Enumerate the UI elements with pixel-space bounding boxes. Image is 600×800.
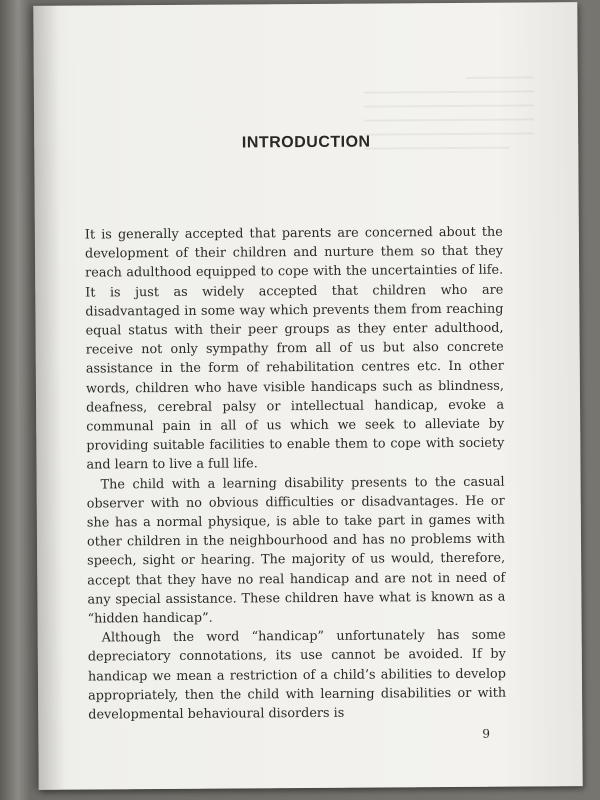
paragraph-1: It is generally accepted that parents are concerned about the development of their children and nurture them so that they reach adulthood equipped to cope with the uncertainties of life. It is just as widely accepted that children who are disadvantaged in some way which prevents them from reaching equal status with their peer groups as they enter adulthood, receive not only sympathy from all of us but also concrete assistance in the form of rehabilitation centres etc. In other words, children who have visible handicaps such as blindness, deafness, cerebral palsy or intellectual handicap, evoke a communal pain in all of us which we seek to alleviate by providing suitable facilities to enable them to cope with society and learn to live a full life. — [84, 224, 505, 473]
page-spine-shadow — [33, 6, 64, 790]
page-number: 9 — [482, 726, 491, 741]
paragraph-2: The child with a learning disability presents to the casual observer with no obvious difficulties or disadvantages. He or she has a normal physique, is able to take part in games with other children in the neighbourhood and has no problems with speech, sight or hearing. The majority of us would, therefore, accept that they have no real handicap and are not in need of any special assistance. These children have what is known as a “hidden handicap”. — [86, 474, 506, 627]
body-text — [85, 223, 506, 725]
chapter-title: INTRODUCTION — [241, 133, 371, 152]
book-page — [33, 2, 582, 790]
paragraph-3: Although the word “handicap” unfortunately has some depreciatory connotations, its use cannot be avoided. If by handicap we mean a restriction of a child’s abilities to develop appropriately, then the child with learning disabilities or with developmental behavioural disorders is — [87, 627, 507, 723]
